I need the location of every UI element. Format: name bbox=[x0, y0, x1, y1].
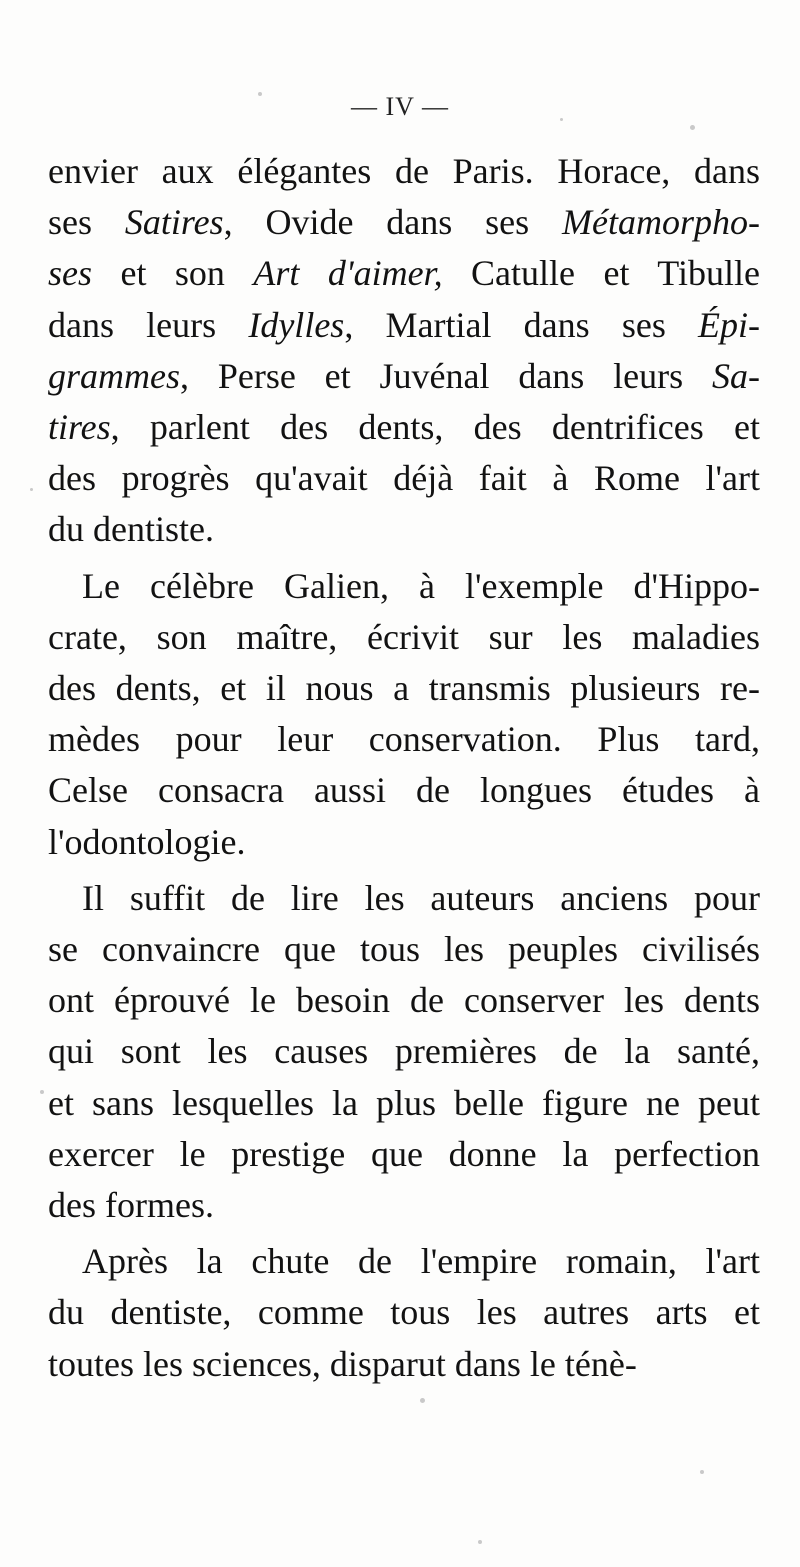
text-line: crate, son maître, écrivit sur les maladies bbox=[48, 616, 760, 657]
paragraph bbox=[48, 146, 760, 556]
paper-speck bbox=[700, 1470, 704, 1474]
text-line: et sans lesquelles la plus belle figure ne peut bbox=[48, 1082, 760, 1123]
text-line: qui sont les causes premières de la santé, bbox=[48, 1031, 760, 1072]
italic-title: ses bbox=[48, 253, 92, 294]
text-line: l'odontologie. bbox=[48, 821, 246, 862]
text-line: Il suffit de lire les auteurs anciens pour bbox=[82, 877, 760, 918]
text-line: dans leurs Idylles, Martial dans ses Épi- bbox=[48, 304, 760, 345]
italic-title: Sa- bbox=[712, 355, 760, 396]
text-line: ses Satires, Ovide dans ses Métamorpho- bbox=[48, 202, 761, 243]
text-line: ont éprouvé le besoin de conserver les dents bbox=[48, 980, 760, 1021]
text-line: ses et son Art d'aimer, Catulle et Tibulle bbox=[48, 253, 760, 294]
text-line: Le célèbre Galien, à l'exemple d'Hippo- bbox=[82, 565, 760, 606]
text-line: des progrès qu'avait déjà fait à Rome l'art bbox=[48, 458, 760, 499]
italic-title: Satires bbox=[124, 202, 224, 243]
italic-title: tires bbox=[48, 407, 111, 448]
text-line: Après la chute de l'empire romain, l'art bbox=[82, 1241, 760, 1282]
text-line: des dents, et il nous a transmis plusieurs re- bbox=[48, 668, 760, 709]
paper-speck bbox=[40, 1090, 44, 1094]
paper-speck bbox=[690, 125, 695, 130]
text-line: envier aux élégantes de Paris. Horace, dans bbox=[48, 151, 760, 191]
paragraph bbox=[48, 1236, 760, 1390]
italic-title: Métamorpho- bbox=[562, 202, 761, 243]
text-line: du dentiste. bbox=[48, 509, 214, 550]
paper-speck bbox=[478, 1540, 482, 1544]
paper-speck bbox=[420, 1398, 425, 1403]
text-line: des formes. bbox=[48, 1185, 214, 1226]
italic-title: Épi- bbox=[698, 304, 760, 345]
italic-title: Idylles bbox=[248, 304, 345, 345]
italic-title: Art d'aimer, bbox=[253, 253, 443, 294]
text-line: mèdes pour leur conservation. Plus tard, bbox=[48, 719, 760, 760]
page-number: — IV — bbox=[351, 92, 449, 121]
text-line: tires, parlent des dents, des dentrifices et bbox=[48, 407, 760, 448]
paragraph bbox=[48, 561, 760, 868]
paragraph bbox=[48, 873, 760, 1231]
text-line: exercer le prestige que donne la perfection bbox=[48, 1133, 760, 1174]
text-line: grammes, Perse et Juvénal dans leurs Sa- bbox=[48, 355, 760, 396]
italic-title: grammes bbox=[48, 355, 180, 396]
paper-speck bbox=[30, 488, 33, 491]
body-text bbox=[48, 146, 760, 1395]
text-line: se convaincre que tous les peuples civilisés bbox=[48, 929, 760, 970]
text-line: du dentiste, comme tous les autres arts et bbox=[48, 1292, 760, 1333]
text-line: Celse consacra aussi de longues études à bbox=[48, 770, 760, 811]
text-line: toutes les sciences, disparut dans le ténè- bbox=[48, 1343, 637, 1384]
